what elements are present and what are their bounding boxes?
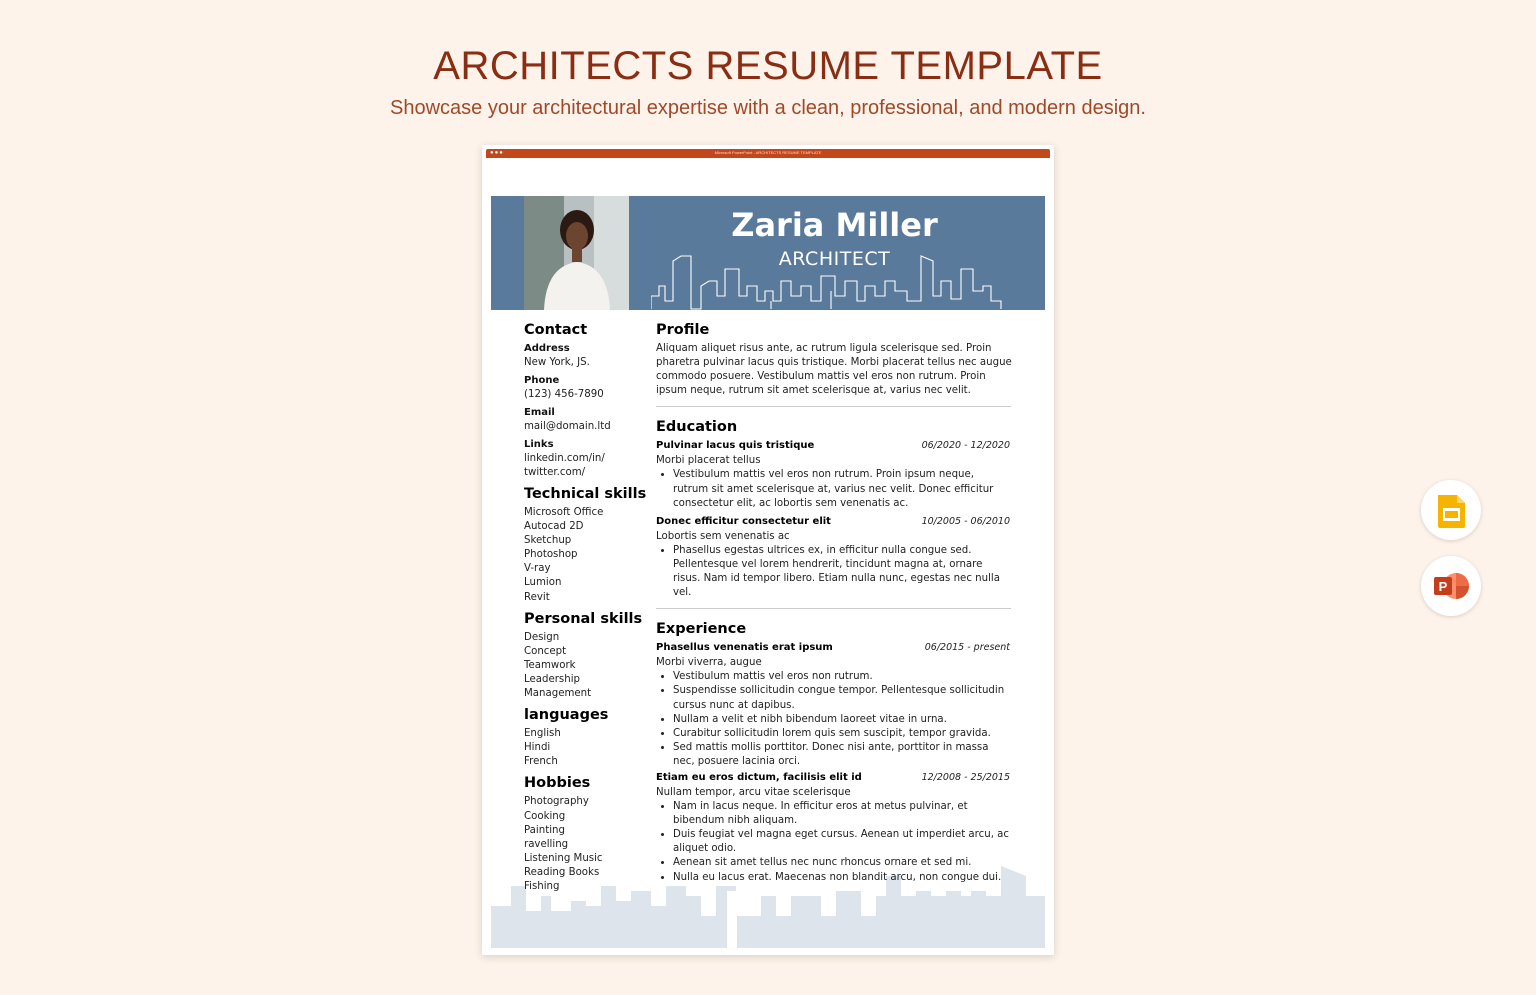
- window-title: Microsoft PowerPoint - ARCHITECTS RESUME TEMPLATE: [714, 150, 822, 155]
- powerpoint-icon: [1421, 556, 1481, 616]
- education-bullets: [656, 468, 1012, 510]
- experience-entry-title: Etiam eu eros dictum, facilisis elit id: [656, 771, 862, 783]
- list-item: • Vestibulum mattis vel eros non rutrum. Proin ipsum neque, rutrum sit amet scelerisque at, varius nec velit. Donec efficitur consectetur elit, ac lobortis sem venenatis ac.: [673, 468, 1012, 510]
- google-slides-icon: [1421, 480, 1481, 540]
- list-item: French: [524, 756, 558, 768]
- links-label: Links: [524, 439, 554, 450]
- email-value: mail@domain.ltd: [524, 421, 611, 432]
- list-item: • Nulla eu lacus erat. Maecenas non blandit arcu, non congue dui.: [673, 871, 1012, 885]
- svg-text:P: P: [1438, 579, 1448, 594]
- list-item: Listening Music: [524, 852, 603, 864]
- languages-heading: languages: [524, 707, 609, 724]
- google-slides-button[interactable]: [1421, 480, 1481, 540]
- list-item: Cooking: [524, 810, 566, 822]
- profile-text: Aliquam aliquet risus ante, ac rutrum ligula scelerisque sed. Proin pharetra pulvinar lacus quis tristique. Morbi placerat tellus nec augue commodo posuere. Vestibulum mattis vel eros non rutrum. Proin ipsum neque, rutrum sit amet scelerisque at, varius nec velit.: [656, 343, 1012, 397]
- list-item: Concept: [524, 645, 567, 657]
- window-titlebar: [486, 149, 1050, 158]
- list-item: Leadership: [524, 673, 580, 685]
- page-title: ARCHITECTS RESUME TEMPLATE: [433, 44, 1103, 88]
- list-item: V-ray: [524, 563, 551, 575]
- skyline-outline-graphic: [651, 251, 1045, 310]
- experience-entry-date: 12/2008 - 25/2015: [921, 771, 1010, 783]
- list-item: • Suspendisse sollicitudin congue tempor. Pellentesque sollicitudin cursus nunc at dapibus.: [673, 684, 1012, 712]
- list-item: • Phasellus egestas ultrices ex, in efficitur nulla congue sed. Pellentesque vel lorem hendrerit, tincidunt magna at, ornare risus. Nam id tempor libero. Etiam nulla nunc, egestas nec nulla vel.: [673, 544, 1012, 600]
- page-subtitle: Showcase your architectural expertise with a clean, professional, and modern design.: [390, 97, 1146, 119]
- experience-entry-header: [656, 772, 1012, 786]
- contact-heading: Contact: [524, 322, 588, 338]
- education-entry-title: Pulvinar lacus quis tristique: [656, 440, 815, 452]
- education-entry-subtitle: Morbi placerat tellus: [656, 455, 761, 467]
- profile-heading: Profile: [656, 322, 710, 338]
- list-item: Revit: [524, 591, 550, 603]
- education-entry-title: Donec efficitur consectetur elit: [656, 515, 831, 527]
- list-item: Photography: [524, 796, 589, 808]
- education-entry-header: [656, 440, 1012, 454]
- list-item: • Nullam a velit et nibh bibendum laoreet vitae in urna.: [673, 713, 1012, 727]
- list-item: • Duis feugiat vel magna eget cursus. Aenean ut imperdiet arcu, ac aliquet odio.: [673, 828, 1012, 856]
- experience-entry-subtitle: Nullam tempor, arcu vitae scelerisque: [656, 786, 851, 798]
- window-controls-icon[interactable]: ●●●: [490, 150, 504, 156]
- education-entry-header: [656, 516, 1012, 530]
- list-item: Painting: [524, 824, 565, 836]
- list-item: Reading Books: [524, 866, 600, 878]
- resume-right-column: [656, 322, 1012, 885]
- address-label: Address: [524, 343, 570, 354]
- experience-bullets: [656, 800, 1012, 885]
- list-item: ravelling: [524, 838, 569, 850]
- list-item: Management: [524, 688, 592, 700]
- resume-header: [491, 196, 1045, 310]
- list-item: • Vestibulum mattis vel eros non rutrum.: [673, 670, 1012, 684]
- education-entry-date: 10/2005 - 06/2010: [921, 515, 1010, 527]
- address-value: New York, JS.: [524, 357, 590, 368]
- resume-left-column: [524, 322, 649, 894]
- experience-entry-date: 06/2015 - present: [924, 642, 1010, 654]
- list-item: Lumion: [524, 577, 562, 589]
- list-item: Autocad 2D: [524, 521, 584, 533]
- link-linkedin[interactable]: linkedin.com/in/: [524, 453, 605, 464]
- list-item: Teamwork: [524, 659, 576, 671]
- experience-entry-header: [656, 642, 1012, 656]
- list-item: Microsoft Office: [524, 507, 604, 518]
- personal-skills-heading: Personal skills: [524, 610, 643, 627]
- education-heading: Education: [656, 419, 738, 436]
- resume-name: Zaria Miller: [731, 206, 938, 244]
- list-item: Design: [524, 631, 560, 643]
- list-item: • Curabitur sollicitudin lorem quis sem suscipit, tempor gravida.: [673, 727, 1012, 741]
- experience-entry-subtitle: Morbi viverra, augue: [656, 657, 762, 669]
- education-entry-subtitle: Lobortis sem venenatis ac: [656, 530, 790, 542]
- experience-bullets: [656, 670, 1012, 769]
- list-item: Photoshop: [524, 549, 578, 561]
- list-item: Sketchup: [524, 535, 572, 547]
- phone-value: (123) 456-7890: [524, 389, 604, 400]
- education-entry-date: 06/2020 - 12/2020: [921, 440, 1010, 452]
- profile-photo: [524, 196, 629, 310]
- template-preview-window: [482, 145, 1054, 955]
- powerpoint-button[interactable]: [1421, 556, 1481, 616]
- list-item: Hindi: [524, 742, 551, 754]
- list-item: Fishing: [524, 880, 560, 892]
- list-item: • Nam in lacus neque. In efficitur eros at metus pulvinar, et bibendum nibh aliquam.: [673, 800, 1012, 828]
- list-item: • Aenean sit amet tellus nec nunc rhoncus ornare et sed mi.: [673, 856, 1012, 870]
- hobbies-heading: Hobbies: [524, 775, 591, 792]
- resume-page: [491, 196, 1045, 948]
- list-item: • Sed mattis mollis porttitor. Donec nisi ante, porttitor in massa nec, posuere lacinia orci.: [673, 741, 1012, 769]
- link-twitter[interactable]: twitter.com/: [524, 467, 586, 478]
- experience-heading: Experience: [656, 621, 747, 638]
- technical-skills-heading: Technical skills: [524, 486, 647, 502]
- resume-role: ARCHITECT: [778, 248, 891, 270]
- education-bullets: [656, 544, 1012, 600]
- phone-label: Phone: [524, 375, 560, 386]
- experience-entry-title: Phasellus venenatis erat ipsum: [656, 642, 833, 654]
- list-item: English: [524, 728, 561, 740]
- email-label: Email: [524, 407, 555, 418]
